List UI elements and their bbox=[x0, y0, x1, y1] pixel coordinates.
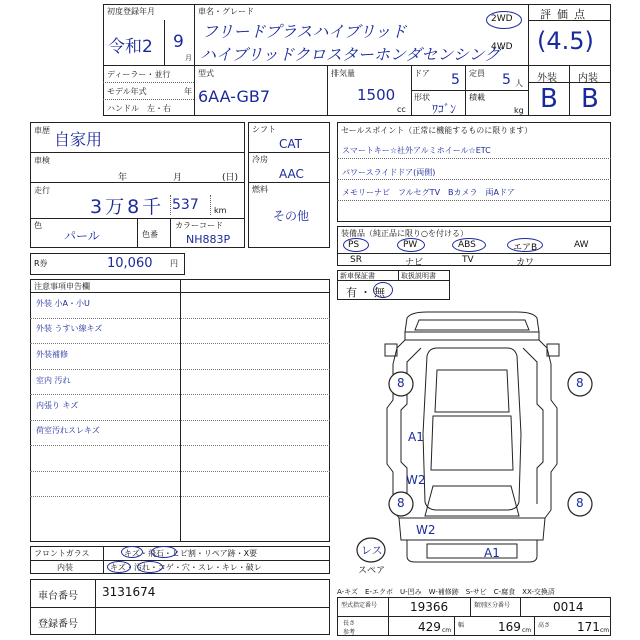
rating-label: 評価点 bbox=[540, 8, 591, 21]
shape-value: ﾜｺﾞﾝ bbox=[432, 102, 457, 116]
inspection-day: (日) bbox=[222, 173, 239, 183]
color-num-label: 色番 bbox=[142, 230, 158, 239]
spare-mark: レス bbox=[361, 544, 383, 557]
car-name: フリードプラスハイブリッド bbox=[202, 22, 407, 41]
len-unit: cm bbox=[442, 627, 452, 634]
era-value: 令和2 bbox=[108, 37, 153, 57]
first-reg-label: 初度登録年月 bbox=[107, 7, 155, 16]
color-label: 色 bbox=[34, 221, 42, 230]
selling-point-2: パワースライドドア(両側) bbox=[342, 168, 436, 177]
glass-scratch-circle bbox=[121, 546, 143, 558]
mileage-digits: 537 bbox=[172, 197, 199, 213]
color-code: NH883P bbox=[186, 233, 231, 246]
car-grade: ハイブリッドクロスターホンダセンシング bbox=[200, 45, 501, 64]
mileage-unit: km bbox=[214, 206, 227, 215]
chassis-label: 車台番号 bbox=[38, 591, 78, 602]
r-label: R券 bbox=[34, 259, 48, 268]
interior-damage-label: 内装 bbox=[57, 563, 73, 572]
equip-sr: SR bbox=[350, 255, 362, 265]
note-rule bbox=[30, 318, 330, 319]
load-label: 積載 bbox=[469, 93, 485, 102]
damage-legend: A-キズ E-エクボ U-凹み W-補修跡 S-サビ C-腐食 XX-交換済 bbox=[337, 588, 555, 596]
inspection-year: 年 bbox=[118, 173, 128, 183]
rating-value: (4.5) bbox=[537, 27, 594, 55]
len-label: 長さ bbox=[343, 620, 356, 627]
interior-value: B bbox=[581, 84, 599, 114]
height-value: 171 bbox=[577, 620, 600, 634]
notes-label: 注意事項申告欄 bbox=[34, 282, 90, 291]
damage-mark-a1-rear: A1 bbox=[484, 546, 500, 560]
equip-airbag: エアB bbox=[513, 243, 538, 253]
width-value: 169 bbox=[498, 620, 521, 634]
dealer-label: ディーラー・並行 bbox=[107, 70, 171, 79]
warranty-label: 新車保証書 bbox=[340, 272, 375, 280]
color-value: パール bbox=[64, 229, 100, 243]
tire-mark-rear-left: 8 bbox=[397, 496, 405, 510]
handle-label: ハンドル 左・右 bbox=[107, 104, 171, 113]
tire-mark-front-right: 8 bbox=[576, 376, 584, 390]
model-year-unit: 年 bbox=[184, 87, 192, 96]
spare-caption: スペア bbox=[358, 566, 386, 576]
mileage-value: 3万8千 bbox=[90, 196, 165, 218]
shift-value: CAT bbox=[279, 137, 302, 151]
exterior-label: 外装 bbox=[537, 73, 557, 84]
displacement-label: 排気量 bbox=[331, 69, 355, 78]
note-line-2: 外装 うすい線キズ bbox=[36, 324, 103, 333]
note-rule bbox=[30, 292, 330, 293]
equip-tv: TV bbox=[462, 255, 474, 265]
ref-label: 参考 bbox=[343, 629, 356, 636]
use-value: 自家用 bbox=[54, 130, 103, 149]
width-unit: cm bbox=[522, 627, 532, 634]
warranty-none-circle bbox=[373, 282, 393, 298]
interior-scratch-circle bbox=[107, 561, 131, 573]
height-label: 高さ bbox=[538, 622, 551, 629]
selling-point-1: スマートキー☆社外アルミホイール☆ETC bbox=[342, 146, 491, 155]
note-rule bbox=[30, 496, 330, 497]
car-name-label: 車名・グレード bbox=[198, 7, 254, 16]
interior-dirt-circle bbox=[137, 561, 163, 573]
load-unit: kg bbox=[514, 106, 524, 115]
n2-label: 類別区分番号 bbox=[474, 602, 511, 609]
equip-ps: PS bbox=[348, 240, 360, 250]
damage-mark-w2-left: W2 bbox=[406, 473, 426, 487]
equipment-label: 装備品（純正品に限り○を付ける） bbox=[341, 229, 468, 238]
note-rule bbox=[30, 343, 330, 344]
selling-points-label: セールスポイント（正常に機能するものに限ります） bbox=[341, 126, 533, 135]
damage-mark-a1-left: A1 bbox=[408, 430, 424, 444]
note-rule bbox=[30, 445, 330, 446]
mileage-label: 走行 bbox=[34, 186, 50, 195]
r-value: 10,060 bbox=[107, 256, 153, 271]
displacement-unit: cc bbox=[397, 105, 406, 114]
month-unit: 月 bbox=[185, 54, 192, 62]
displacement-value: 1500 bbox=[357, 86, 396, 104]
equip-pw: PW bbox=[403, 240, 418, 250]
glass-chip-circle bbox=[151, 546, 177, 558]
tire-mark-front-left: 8 bbox=[397, 376, 405, 390]
fuel-value: その他 bbox=[273, 209, 310, 223]
note-line-6: 荷室汚れスレキズ bbox=[36, 426, 100, 435]
width-label: 幅 bbox=[458, 622, 465, 629]
interior-damage-options: キズ・汚れ・コゲ・穴・スレ・キレ・破レ bbox=[110, 563, 262, 572]
month-value: 9 bbox=[173, 32, 184, 52]
color-code-label: カラーコード bbox=[175, 221, 223, 230]
n1-value: 19366 bbox=[410, 600, 449, 614]
selling-point-3: メモリーナビ フルセグTV Bカメラ 両Aドア bbox=[342, 188, 515, 197]
shift-label: シフト bbox=[252, 125, 276, 134]
front-glass-options: キズ・飛石・ヒビ割・リペア跡・X要 bbox=[124, 549, 258, 558]
equip-aw: AW bbox=[574, 240, 589, 250]
owner-manual-label: 取扱説明書 bbox=[401, 272, 436, 280]
capacity-unit: 人 bbox=[515, 79, 523, 88]
aircon-value: AAC bbox=[279, 167, 304, 181]
len-value: 429 bbox=[418, 620, 441, 634]
warranty-value: 有・無 bbox=[346, 286, 388, 299]
reg-label: 登録番号 bbox=[38, 619, 78, 630]
damage-mark-w2-rear: W2 bbox=[416, 523, 436, 537]
drive-2wd: 2WD bbox=[491, 14, 513, 24]
note-rule bbox=[30, 471, 330, 472]
capacity-label: 定員 bbox=[469, 69, 485, 78]
shape-label: 形状 bbox=[414, 93, 430, 102]
type-label: 型式 bbox=[198, 69, 214, 78]
equip-leather: カワ bbox=[516, 258, 535, 268]
aircon-label: 冷房 bbox=[252, 155, 268, 164]
fuel-label: 燃料 bbox=[252, 185, 268, 194]
note-rule bbox=[30, 394, 330, 395]
chassis-value: 3131674 bbox=[102, 585, 156, 599]
note-line-5: 内張り キズ bbox=[36, 401, 79, 410]
note-line-1: 外装 小A・小U bbox=[36, 299, 90, 308]
front-glass-label: フロントガラス bbox=[34, 549, 90, 558]
tire-mark-rear-right: 8 bbox=[576, 496, 584, 510]
doors-value: 5 bbox=[451, 72, 460, 88]
height-unit: cm bbox=[600, 627, 610, 634]
note-rule bbox=[30, 420, 330, 421]
capacity-value: 5 bbox=[502, 72, 511, 88]
r-unit: 円 bbox=[170, 259, 178, 268]
model-year-label: モデル年式 bbox=[107, 87, 147, 96]
note-rule bbox=[30, 369, 330, 370]
inspection-label: 車検 bbox=[34, 156, 50, 165]
doors-label: ドア bbox=[414, 69, 430, 78]
interior-label: 内装 bbox=[578, 73, 598, 84]
n2-value: 0014 bbox=[553, 600, 584, 614]
equip-abs: ABS bbox=[458, 240, 476, 250]
exterior-value: B bbox=[540, 84, 558, 114]
inspection-month: 月 bbox=[173, 173, 183, 183]
note-line-4: 室内 汚れ bbox=[36, 376, 71, 385]
n1-label: 型式指定番号 bbox=[341, 602, 378, 609]
note-line-3: 外装補修 bbox=[36, 350, 68, 359]
drive-4wd: 4WD bbox=[491, 42, 513, 52]
equip-navi: ナビ bbox=[405, 258, 424, 268]
type-value: 6AA-GB7 bbox=[198, 87, 271, 106]
use-label: 車歴 bbox=[34, 126, 50, 135]
